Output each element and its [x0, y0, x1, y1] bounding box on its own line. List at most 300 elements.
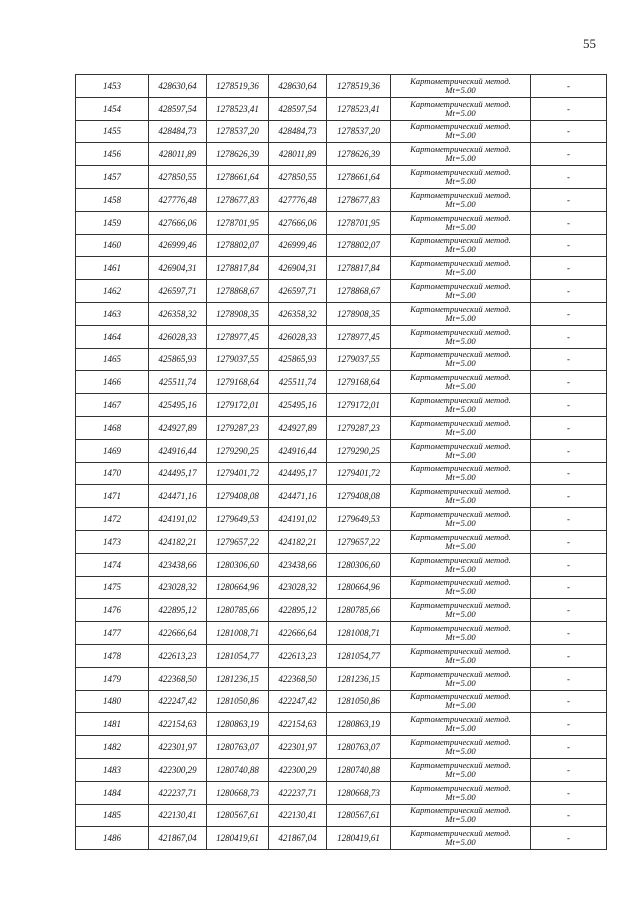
accuracy-text: Mt=5.00 [445, 563, 476, 574]
method-cell [391, 211, 531, 234]
accuracy-text: Mt=5.00 [445, 221, 476, 232]
y-coordinate-new-cell: 1278977,45 [327, 325, 391, 348]
y-coordinate-cell: 1279290,25 [207, 439, 269, 462]
y-coordinate-new-cell: 1279168,64 [327, 371, 391, 394]
x-coordinate-cell: 428011,89 [149, 143, 207, 166]
method-text: Картометрический метод. [410, 600, 511, 611]
x-coordinate-cell: 423028,32 [149, 576, 207, 599]
method-text: Картометрический метод. [410, 828, 511, 839]
point-number-cell: 1473 [76, 530, 149, 553]
note-cell: - [531, 143, 607, 166]
method-cell [391, 599, 531, 622]
x-coordinate-new-cell: 422237,71 [269, 781, 327, 804]
accuracy-text: Mt=5.00 [445, 335, 476, 346]
x-coordinate-new-cell: 424927,89 [269, 416, 327, 439]
y-coordinate-new-cell: 1278868,67 [327, 280, 391, 303]
point-number-cell: 1477 [76, 622, 149, 645]
x-coordinate-new-cell: 422613,23 [269, 644, 327, 667]
table-row [76, 827, 607, 850]
x-coordinate-cell: 422895,12 [149, 599, 207, 622]
y-coordinate-cell: 1280668,73 [207, 781, 269, 804]
table-row [76, 667, 607, 690]
x-coordinate-cell: 422666,64 [149, 622, 207, 645]
method-cell [391, 576, 531, 599]
note-cell: - [531, 827, 607, 850]
y-coordinate-new-cell: 1280863,19 [327, 713, 391, 736]
method-text: Картометрический метод. [410, 212, 511, 223]
accuracy-text: Mt=5.00 [445, 153, 476, 164]
method-cell [391, 143, 531, 166]
accuracy-text: Mt=5.00 [445, 700, 476, 711]
y-coordinate-cell: 1278817,84 [207, 257, 269, 280]
y-coordinate-new-cell: 1278523,41 [327, 97, 391, 120]
method-cell [391, 280, 531, 303]
x-coordinate-new-cell: 423028,32 [269, 576, 327, 599]
x-coordinate-cell: 424471,16 [149, 485, 207, 508]
point-number-cell: 1468 [76, 416, 149, 439]
y-coordinate-cell: 1281050,86 [207, 690, 269, 713]
table-row [76, 553, 607, 576]
method-cell [391, 120, 531, 143]
accuracy-text: Mt=5.00 [445, 518, 476, 529]
point-number-cell: 1462 [76, 280, 149, 303]
y-coordinate-cell: 1280306,60 [207, 553, 269, 576]
method-text: Картометрический метод. [410, 554, 511, 565]
table-row [76, 713, 607, 736]
table-row [76, 485, 607, 508]
note-cell: - [531, 75, 607, 98]
note-cell: - [531, 462, 607, 485]
table-row [76, 325, 607, 348]
method-cell [391, 553, 531, 576]
coordinates-table [75, 74, 607, 850]
table-row [76, 622, 607, 645]
method-cell [391, 804, 531, 827]
x-coordinate-cell: 422613,23 [149, 644, 207, 667]
point-number-cell: 1482 [76, 736, 149, 759]
x-coordinate-cell: 424182,21 [149, 530, 207, 553]
accuracy-text: Mt=5.00 [445, 130, 476, 141]
y-coordinate-cell: 1278977,45 [207, 325, 269, 348]
method-cell [391, 234, 531, 257]
x-coordinate-new-cell: 426358,32 [269, 302, 327, 325]
note-cell: - [531, 553, 607, 576]
method-text: Картометрический метод. [410, 440, 511, 451]
point-number-cell: 1459 [76, 211, 149, 234]
x-coordinate-new-cell: 428484,73 [269, 120, 327, 143]
y-coordinate-new-cell: 1280740,88 [327, 758, 391, 781]
x-coordinate-new-cell: 426028,33 [269, 325, 327, 348]
accuracy-text: Mt=5.00 [445, 358, 476, 369]
x-coordinate-new-cell: 422154,63 [269, 713, 327, 736]
method-text: Картометрический метод. [410, 281, 511, 292]
method-text: Картометрический метод. [410, 623, 511, 634]
note-cell: - [531, 371, 607, 394]
method-cell [391, 394, 531, 417]
y-coordinate-cell: 1279172,01 [207, 394, 269, 417]
note-cell: - [531, 804, 607, 827]
accuracy-text: Mt=5.00 [445, 837, 476, 848]
point-number-cell: 1474 [76, 553, 149, 576]
method-text: Картометрический метод. [410, 372, 511, 383]
note-cell: - [531, 530, 607, 553]
table-row [76, 804, 607, 827]
point-number-cell: 1472 [76, 508, 149, 531]
note-cell: - [531, 576, 607, 599]
note-cell: - [531, 713, 607, 736]
method-cell [391, 690, 531, 713]
x-coordinate-new-cell: 422368,50 [269, 667, 327, 690]
table-row [76, 371, 607, 394]
method-text: Картометрический метод. [410, 144, 511, 155]
x-coordinate-cell: 422247,42 [149, 690, 207, 713]
table-row [76, 530, 607, 553]
method-text: Картометрический метод. [410, 167, 511, 178]
accuracy-text: Mt=5.00 [445, 290, 476, 301]
note-cell: - [531, 120, 607, 143]
y-coordinate-new-cell: 1279290,25 [327, 439, 391, 462]
note-cell: - [531, 257, 607, 280]
accuracy-text: Mt=5.00 [445, 449, 476, 460]
accuracy-text: Mt=5.00 [445, 176, 476, 187]
method-cell [391, 827, 531, 850]
method-cell [391, 462, 531, 485]
y-coordinate-new-cell: 1281236,15 [327, 667, 391, 690]
accuracy-text: Mt=5.00 [445, 267, 476, 278]
x-coordinate-new-cell: 422300,29 [269, 758, 327, 781]
point-number-cell: 1455 [76, 120, 149, 143]
table-body [76, 75, 607, 850]
x-coordinate-new-cell: 426597,71 [269, 280, 327, 303]
note-cell: - [531, 485, 607, 508]
note-cell: - [531, 302, 607, 325]
x-coordinate-new-cell: 428597,54 [269, 97, 327, 120]
x-coordinate-new-cell: 428630,64 [269, 75, 327, 98]
note-cell: - [531, 394, 607, 417]
method-cell [391, 439, 531, 462]
x-coordinate-cell: 426904,31 [149, 257, 207, 280]
x-coordinate-cell: 422301,97 [149, 736, 207, 759]
y-coordinate-cell: 1278677,83 [207, 188, 269, 211]
point-number-cell: 1454 [76, 97, 149, 120]
method-cell [391, 302, 531, 325]
x-coordinate-cell: 427776,48 [149, 188, 207, 211]
x-coordinate-new-cell: 422895,12 [269, 599, 327, 622]
table-row [76, 211, 607, 234]
x-coordinate-cell: 422154,63 [149, 713, 207, 736]
point-number-cell: 1469 [76, 439, 149, 462]
accuracy-text: Mt=5.00 [445, 609, 476, 620]
note-cell: - [531, 736, 607, 759]
method-text: Картометрический метод. [410, 759, 511, 770]
method-text: Картометрический метод. [410, 75, 511, 86]
method-text: Картометрический метод. [410, 463, 511, 474]
method-text: Картометрический метод. [410, 303, 511, 314]
y-coordinate-new-cell: 1280306,60 [327, 553, 391, 576]
y-coordinate-new-cell: 1278661,64 [327, 166, 391, 189]
method-text: Картометрический метод. [410, 349, 511, 360]
x-coordinate-new-cell: 425865,93 [269, 348, 327, 371]
x-coordinate-new-cell: 425511,74 [269, 371, 327, 394]
table-row [76, 234, 607, 257]
y-coordinate-cell: 1281236,15 [207, 667, 269, 690]
method-cell [391, 371, 531, 394]
note-cell: - [531, 188, 607, 211]
method-text: Картометрический метод. [410, 737, 511, 747]
y-coordinate-new-cell: 1280567,61 [327, 804, 391, 827]
x-coordinate-new-cell: 426904,31 [269, 257, 327, 280]
method-cell [391, 622, 531, 645]
accuracy-text: Mt=5.00 [445, 632, 476, 643]
point-number-cell: 1478 [76, 644, 149, 667]
method-text: Картометрический метод. [410, 258, 511, 269]
accuracy-text: Mt=5.00 [445, 84, 476, 95]
point-number-cell: 1481 [76, 713, 149, 736]
y-coordinate-cell: 1280863,19 [207, 713, 269, 736]
point-number-cell: 1484 [76, 781, 149, 804]
x-coordinate-cell: 426028,33 [149, 325, 207, 348]
y-coordinate-cell: 1278701,95 [207, 211, 269, 234]
y-coordinate-new-cell: 1278701,95 [327, 211, 391, 234]
accuracy-text: Mt=5.00 [445, 814, 476, 825]
y-coordinate-new-cell: 1278908,35 [327, 302, 391, 325]
accuracy-text: Mt=5.00 [445, 244, 476, 255]
point-number-cell: 1486 [76, 827, 149, 850]
note-cell: - [531, 644, 607, 667]
table-row [76, 416, 607, 439]
note-cell: - [531, 781, 607, 804]
y-coordinate-cell: 1279168,64 [207, 371, 269, 394]
point-number-cell: 1467 [76, 394, 149, 417]
y-coordinate-new-cell: 1281054,77 [327, 644, 391, 667]
accuracy-text: Mt=5.00 [445, 312, 476, 323]
y-coordinate-cell: 1278523,41 [207, 97, 269, 120]
method-cell [391, 485, 531, 508]
note-cell: - [531, 166, 607, 189]
accuracy-text: Mt=5.00 [445, 677, 476, 688]
accuracy-text: Mt=5.00 [445, 381, 476, 392]
x-coordinate-cell: 425865,93 [149, 348, 207, 371]
x-coordinate-cell: 424495,17 [149, 462, 207, 485]
point-number-cell: 1476 [76, 599, 149, 622]
y-coordinate-new-cell: 1279649,53 [327, 508, 391, 531]
y-coordinate-cell: 1280740,88 [207, 758, 269, 781]
x-coordinate-cell: 428484,73 [149, 120, 207, 143]
note-cell: - [531, 439, 607, 462]
point-number-cell: 1471 [76, 485, 149, 508]
method-cell [391, 188, 531, 211]
x-coordinate-cell: 422368,50 [149, 667, 207, 690]
point-number-cell: 1470 [76, 462, 149, 485]
method-text: Картометрический метод. [410, 395, 511, 406]
point-number-cell: 1453 [76, 75, 149, 98]
y-coordinate-cell: 1279401,72 [207, 462, 269, 485]
x-coordinate-cell: 424916,44 [149, 439, 207, 462]
method-text: Картометрический метод. [410, 691, 511, 702]
method-text: Картометрический метод. [410, 235, 511, 246]
y-coordinate-cell: 1280567,61 [207, 804, 269, 827]
method-cell [391, 736, 531, 759]
point-number-cell: 1463 [76, 302, 149, 325]
table-row [76, 75, 607, 98]
method-cell [391, 257, 531, 280]
y-coordinate-new-cell: 1278677,83 [327, 188, 391, 211]
note-cell: - [531, 416, 607, 439]
x-coordinate-new-cell: 422666,64 [269, 622, 327, 645]
method-text: Картометрический метод. [410, 577, 511, 588]
point-number-cell: 1457 [76, 166, 149, 189]
table-row [76, 394, 607, 417]
y-coordinate-new-cell: 1280668,73 [327, 781, 391, 804]
method-cell [391, 97, 531, 120]
y-coordinate-new-cell: 1278519,36 [327, 75, 391, 98]
point-number-cell: 1458 [76, 188, 149, 211]
y-coordinate-cell: 1280785,66 [207, 599, 269, 622]
accuracy-text: Mt=5.00 [445, 426, 476, 437]
x-coordinate-new-cell: 424471,16 [269, 485, 327, 508]
x-coordinate-cell: 422237,71 [149, 781, 207, 804]
method-cell [391, 416, 531, 439]
point-number-cell: 1465 [76, 348, 149, 371]
accuracy-text: Mt=5.00 [445, 746, 476, 756]
point-number-cell: 1483 [76, 758, 149, 781]
method-cell [391, 781, 531, 804]
y-coordinate-new-cell: 1280664,96 [327, 576, 391, 599]
method-text: Картометрический метод. [410, 782, 511, 793]
x-coordinate-new-cell: 427776,48 [269, 188, 327, 211]
y-coordinate-cell: 1278661,64 [207, 166, 269, 189]
accuracy-text: Mt=5.00 [445, 472, 476, 483]
y-coordinate-new-cell: 1279037,55 [327, 348, 391, 371]
method-text: Картометрический метод. [410, 486, 511, 497]
page-number: 55 [583, 36, 596, 51]
table-row [76, 348, 607, 371]
y-coordinate-new-cell: 1279401,72 [327, 462, 391, 485]
method-text: Картометрический метод. [410, 121, 511, 132]
x-coordinate-new-cell: 428011,89 [269, 143, 327, 166]
x-coordinate-cell: 427666,06 [149, 211, 207, 234]
x-coordinate-new-cell: 424182,21 [269, 530, 327, 553]
note-cell: - [531, 211, 607, 234]
method-text: Картометрический метод. [410, 189, 511, 200]
x-coordinate-new-cell: 424495,17 [269, 462, 327, 485]
x-coordinate-cell: 426358,32 [149, 302, 207, 325]
method-text: Картометрический метод. [410, 417, 511, 428]
y-coordinate-new-cell: 1278537,20 [327, 120, 391, 143]
accuracy-text: Mt=5.00 [445, 107, 476, 118]
method-cell [391, 166, 531, 189]
table-row [76, 120, 607, 143]
method-cell [391, 644, 531, 667]
note-cell: - [531, 758, 607, 781]
x-coordinate-new-cell: 422301,97 [269, 736, 327, 759]
table-row [76, 690, 607, 713]
point-number-cell: 1475 [76, 576, 149, 599]
method-cell [391, 530, 531, 553]
table-row [76, 644, 607, 667]
table-row [76, 439, 607, 462]
method-cell [391, 667, 531, 690]
x-coordinate-cell: 426597,71 [149, 280, 207, 303]
method-cell [391, 75, 531, 98]
y-coordinate-new-cell: 1279657,22 [327, 530, 391, 553]
method-cell [391, 713, 531, 736]
x-coordinate-new-cell: 423438,66 [269, 553, 327, 576]
x-coordinate-new-cell: 426999,46 [269, 234, 327, 257]
note-cell: - [531, 622, 607, 645]
method-cell [391, 758, 531, 781]
y-coordinate-cell: 1280664,96 [207, 576, 269, 599]
y-coordinate-new-cell: 1278802,07 [327, 234, 391, 257]
y-coordinate-cell: 1279657,22 [207, 530, 269, 553]
accuracy-text: Mt=5.00 [445, 654, 476, 665]
table-row [76, 257, 607, 280]
y-coordinate-new-cell: 1279287,23 [327, 416, 391, 439]
x-coordinate-new-cell: 424191,02 [269, 508, 327, 531]
table-row [76, 736, 607, 759]
x-coordinate-cell: 428597,54 [149, 97, 207, 120]
point-number-cell: 1461 [76, 257, 149, 280]
table-row [76, 97, 607, 120]
y-coordinate-new-cell: 1279408,08 [327, 485, 391, 508]
table-row [76, 143, 607, 166]
x-coordinate-cell: 422130,41 [149, 804, 207, 827]
accuracy-text: Mt=5.00 [445, 404, 476, 415]
method-text: Картометрический метод. [410, 668, 511, 679]
point-number-cell: 1460 [76, 234, 149, 257]
point-number-cell: 1479 [76, 667, 149, 690]
point-number-cell: 1456 [76, 143, 149, 166]
x-coordinate-new-cell: 424916,44 [269, 439, 327, 462]
x-coordinate-new-cell: 425495,16 [269, 394, 327, 417]
y-coordinate-cell: 1279649,53 [207, 508, 269, 531]
x-coordinate-new-cell: 427666,06 [269, 211, 327, 234]
method-text: Картометрический метод. [410, 714, 511, 725]
x-coordinate-new-cell: 421867,04 [269, 827, 327, 850]
y-coordinate-cell: 1278802,07 [207, 234, 269, 257]
method-cell [391, 508, 531, 531]
note-cell: - [531, 97, 607, 120]
method-text: Картометрический метод. [410, 645, 511, 656]
y-coordinate-new-cell: 1279172,01 [327, 394, 391, 417]
note-cell: - [531, 599, 607, 622]
y-coordinate-cell: 1278519,36 [207, 75, 269, 98]
y-coordinate-new-cell: 1280763,07 [327, 736, 391, 759]
accuracy-text: Mt=5.00 [445, 495, 476, 506]
point-number-cell: 1466 [76, 371, 149, 394]
table-row [76, 576, 607, 599]
note-cell: - [531, 234, 607, 257]
accuracy-text: Mt=5.00 [445, 723, 476, 734]
x-coordinate-new-cell: 427850,55 [269, 166, 327, 189]
y-coordinate-new-cell: 1280419,61 [327, 827, 391, 850]
y-coordinate-new-cell: 1281050,86 [327, 690, 391, 713]
y-coordinate-new-cell: 1281008,71 [327, 622, 391, 645]
x-coordinate-cell: 424927,89 [149, 416, 207, 439]
x-coordinate-cell: 425495,16 [149, 394, 207, 417]
method-text: Картометрический метод. [410, 98, 511, 109]
y-coordinate-new-cell: 1280785,66 [327, 599, 391, 622]
x-coordinate-cell: 425511,74 [149, 371, 207, 394]
method-cell [391, 325, 531, 348]
point-number-cell: 1464 [76, 325, 149, 348]
y-coordinate-cell: 1278908,35 [207, 302, 269, 325]
x-coordinate-new-cell: 422130,41 [269, 804, 327, 827]
accuracy-text: Mt=5.00 [445, 586, 476, 597]
x-coordinate-cell: 426999,46 [149, 234, 207, 257]
table-row [76, 280, 607, 303]
x-coordinate-cell: 422300,29 [149, 758, 207, 781]
